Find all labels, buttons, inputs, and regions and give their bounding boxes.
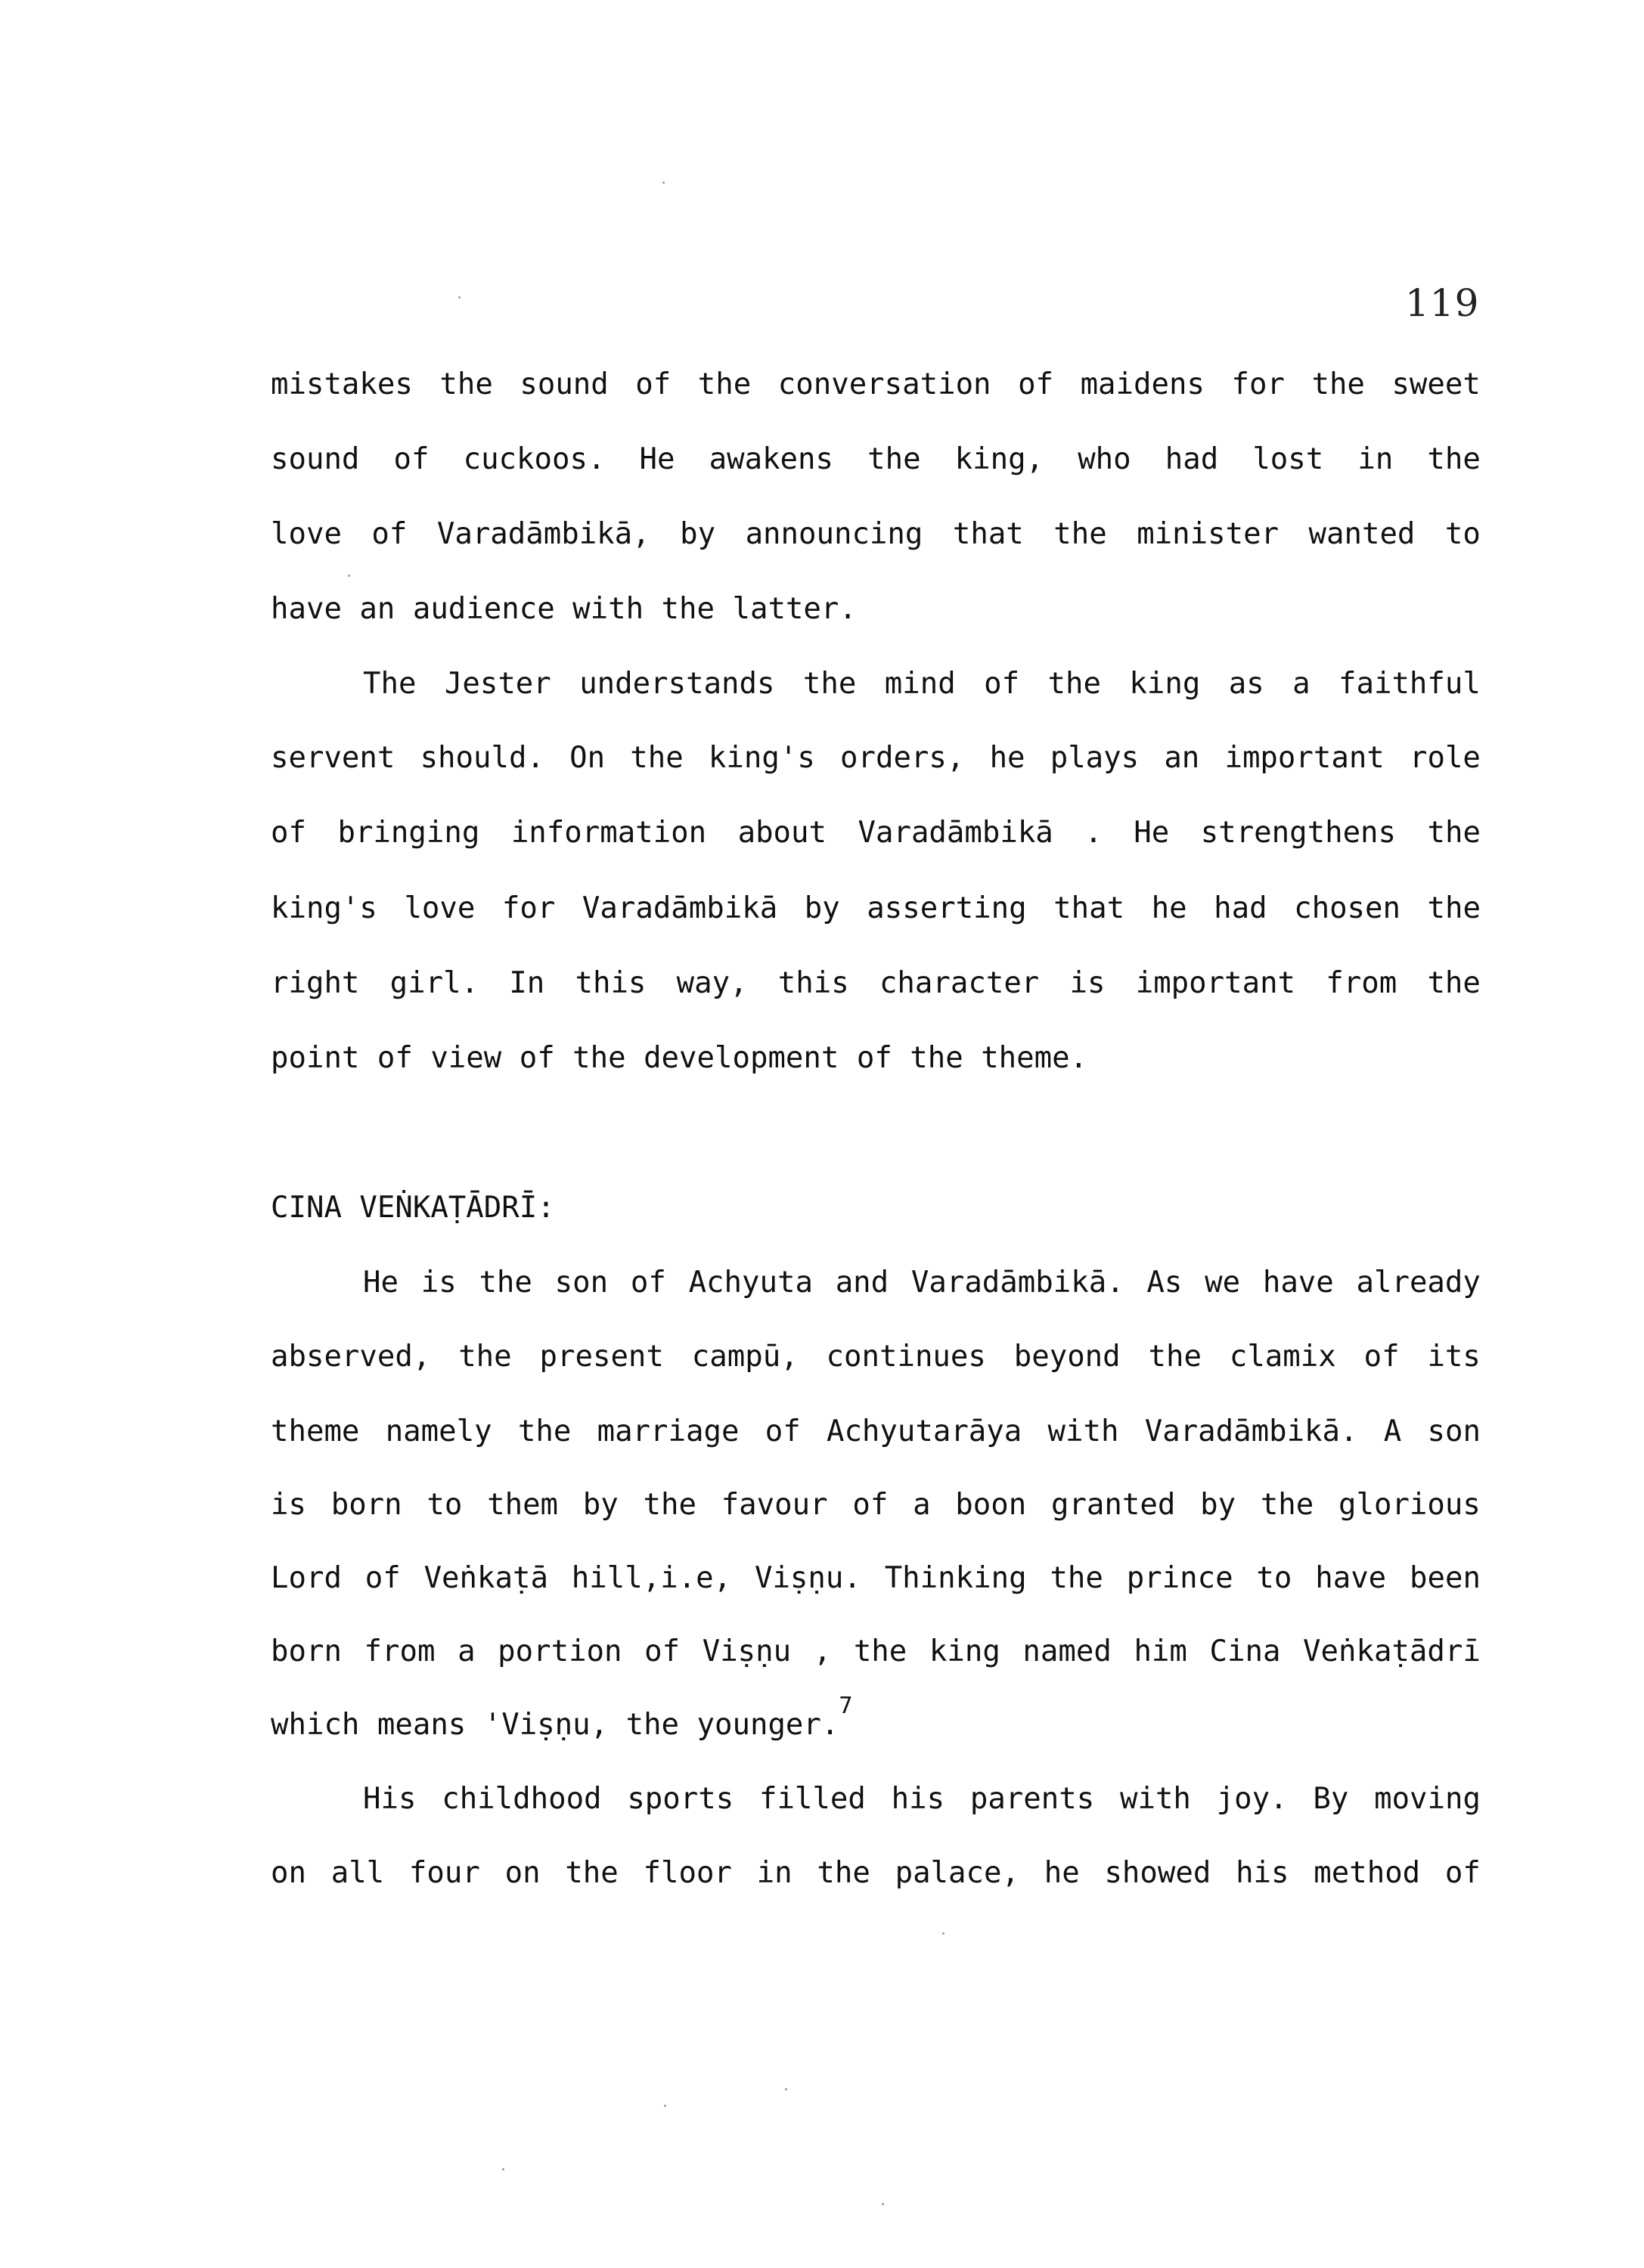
word: he	[989, 741, 1025, 775]
word: Viṣṇu.	[754, 1561, 861, 1595]
word: king	[929, 1634, 1000, 1668]
paragraph-3-line-3	[271, 1413, 1481, 1451]
word: his	[1236, 1856, 1289, 1890]
word: of	[644, 1634, 681, 1668]
scan-speck	[664, 2105, 666, 2107]
paragraph-3-line-7-text: which means 'Viṣṇu, the younger.	[271, 1708, 839, 1742]
word: is	[1069, 966, 1106, 1000]
word: the	[802, 667, 857, 701]
word: with	[1047, 1414, 1119, 1448]
word: way,	[676, 966, 748, 1000]
word: The	[363, 667, 417, 701]
word: the	[517, 1414, 572, 1448]
scan-speck	[502, 2168, 504, 2170]
word: the	[1260, 1488, 1314, 1522]
word: hill,i.e,	[571, 1561, 732, 1595]
word: asserting	[867, 891, 1027, 925]
word: sweet	[1391, 367, 1481, 401]
word: He	[363, 1266, 399, 1300]
word: character	[879, 966, 1040, 1000]
word: mind	[884, 667, 956, 701]
word: had	[1165, 442, 1219, 476]
word: important	[1135, 966, 1296, 1000]
word: the	[1427, 816, 1481, 850]
paragraph-4-line-2	[271, 1854, 1481, 1892]
word: Varadāmbikā.	[1144, 1414, 1358, 1448]
word: plays	[1050, 741, 1140, 775]
word: the	[630, 741, 684, 775]
word: a	[458, 1634, 476, 1668]
word: as	[1228, 667, 1264, 701]
word: his	[891, 1782, 945, 1816]
word: should.	[420, 741, 544, 775]
scan-speck	[662, 181, 665, 184]
paragraph-2-line-1	[363, 665, 1481, 703]
footnote-marker: 7	[839, 1693, 853, 1719]
word: king's	[708, 741, 815, 775]
word: the	[853, 1634, 907, 1668]
word: sound	[520, 367, 609, 401]
word: floor	[643, 1856, 732, 1890]
word: beyond	[1013, 1340, 1121, 1374]
paragraph-4-line-1	[363, 1780, 1481, 1818]
word: Viṣṇu	[702, 1634, 792, 1668]
word: Cina	[1209, 1634, 1281, 1668]
word: the	[1427, 891, 1481, 925]
word: to	[1256, 1561, 1292, 1595]
word: love	[404, 891, 476, 925]
word: for	[501, 891, 556, 925]
paragraph-1-line-4: have an audience with the latter.	[271, 592, 857, 626]
word: already	[1356, 1266, 1481, 1300]
word: namely	[385, 1414, 492, 1448]
word: on	[504, 1856, 541, 1890]
word: role	[1409, 741, 1481, 775]
word: orders,	[840, 741, 965, 775]
word: Achyutarāya	[826, 1414, 1022, 1448]
word: parents	[969, 1782, 1095, 1816]
word: been	[1410, 1561, 1481, 1595]
word: that	[1053, 891, 1125, 925]
word: of	[984, 667, 1020, 701]
word: glorious	[1338, 1488, 1481, 1522]
word: marriage	[597, 1414, 740, 1448]
word: the	[439, 367, 493, 401]
paragraph-3-line-6	[271, 1633, 1481, 1671]
word: palace,	[895, 1856, 1019, 1890]
word: the	[1047, 667, 1101, 701]
word: of	[1363, 1340, 1400, 1374]
word: from	[1326, 966, 1397, 1000]
word: that	[952, 517, 1024, 551]
word: the	[458, 1340, 512, 1374]
word: present	[539, 1340, 664, 1374]
word: moving	[1374, 1782, 1481, 1816]
word: .	[1084, 816, 1103, 850]
word: boon	[955, 1488, 1027, 1522]
scan-speck	[458, 296, 461, 299]
word: Varadāmbikā	[582, 891, 778, 925]
word: His	[363, 1782, 417, 1816]
section-heading: CINA VEṄKAṬĀDRĪ:	[271, 1191, 555, 1225]
word: the	[643, 1488, 696, 1522]
word: have	[1315, 1561, 1387, 1595]
word: born	[271, 1634, 342, 1668]
word: on	[271, 1856, 306, 1890]
word: them	[487, 1488, 559, 1522]
word: On	[569, 741, 606, 775]
word: favour	[721, 1488, 828, 1522]
paragraph-2-line-5	[271, 965, 1481, 1002]
word: the	[697, 367, 752, 401]
word: conversation	[777, 367, 991, 401]
word: joy.	[1216, 1782, 1288, 1816]
word: Achyuta	[688, 1266, 813, 1300]
scan-speck	[785, 2088, 787, 2090]
word: filled	[758, 1782, 866, 1816]
word: a	[913, 1488, 931, 1522]
word: by	[804, 891, 840, 925]
word: by	[1200, 1488, 1236, 1522]
word: announcing	[745, 517, 923, 551]
word: king	[1129, 667, 1201, 701]
word: Veṅkaṭā	[423, 1561, 548, 1595]
word: Veṅkaṭādrī	[1303, 1634, 1481, 1668]
paragraph-3-line-4	[271, 1486, 1481, 1524]
word: He	[1134, 816, 1170, 850]
word: with	[1119, 1782, 1191, 1816]
word: Lord	[271, 1561, 342, 1595]
word: of	[630, 1266, 666, 1300]
word: is	[420, 1266, 457, 1300]
word: sound	[271, 442, 360, 476]
word: is	[271, 1488, 306, 1522]
word: Varadāmbikā	[858, 816, 1053, 850]
word: by	[680, 517, 716, 551]
word: a	[1292, 667, 1311, 701]
word: information	[510, 816, 707, 850]
word: of	[1444, 1856, 1481, 1890]
word: strengthens	[1200, 816, 1397, 850]
word: He	[639, 442, 675, 476]
word: and	[835, 1266, 889, 1300]
word: ,	[813, 1634, 832, 1668]
word: Jester	[444, 667, 551, 701]
word: its	[1427, 1340, 1481, 1374]
word: of	[765, 1414, 801, 1448]
paragraph-3-line-1	[363, 1264, 1481, 1302]
paragraph-1-line-1	[271, 366, 1481, 404]
word: of	[271, 816, 306, 850]
word: awakens	[709, 442, 833, 476]
word: showed	[1104, 1856, 1211, 1890]
scan-speck	[942, 1932, 945, 1935]
word: four	[408, 1856, 480, 1890]
word: to	[427, 1488, 463, 1522]
scan-speck	[348, 575, 350, 577]
word: this	[575, 966, 647, 1000]
word: abserved,	[271, 1340, 431, 1374]
word: girl.	[389, 966, 479, 1000]
word: continues	[826, 1340, 986, 1374]
word: method	[1314, 1856, 1421, 1890]
word: we	[1205, 1266, 1241, 1300]
word: of	[635, 367, 672, 401]
word: understands	[579, 667, 775, 701]
word: by	[582, 1488, 619, 1522]
word: he	[1151, 891, 1187, 925]
paragraph-1-line-2	[271, 441, 1481, 479]
word: the	[1427, 966, 1481, 1000]
word: to	[1444, 517, 1481, 551]
word: By	[1313, 1782, 1349, 1816]
word: prince	[1126, 1561, 1233, 1595]
word: granted	[1050, 1488, 1176, 1522]
word: love	[271, 517, 342, 551]
word: A	[1383, 1414, 1402, 1448]
paragraph-2-line-4	[271, 890, 1481, 928]
word: clamix	[1229, 1340, 1336, 1374]
paragraph-2-line-3	[271, 814, 1481, 852]
word: the	[817, 1856, 870, 1890]
word: theme	[271, 1414, 360, 1448]
word: named	[1022, 1634, 1112, 1668]
word: the	[479, 1266, 532, 1300]
word: the	[1148, 1340, 1202, 1374]
word: son	[1427, 1414, 1481, 1448]
word: who	[1078, 442, 1131, 476]
word: portion	[498, 1634, 622, 1668]
word: wanted	[1308, 517, 1416, 551]
word: Varadāmbikā.	[910, 1266, 1124, 1300]
word: the	[565, 1856, 619, 1890]
paragraph-3-line-2	[271, 1338, 1481, 1376]
word: childhood	[442, 1782, 602, 1816]
word: servent	[271, 741, 395, 775]
word: maidens	[1080, 367, 1205, 401]
word: king,	[954, 442, 1044, 476]
word: about	[737, 816, 827, 850]
word: faithful	[1338, 667, 1481, 701]
word: in	[756, 1856, 793, 1890]
word: chosen	[1294, 891, 1401, 925]
word: the	[1050, 1561, 1103, 1595]
word: the	[1427, 442, 1481, 476]
word: right	[271, 966, 360, 1000]
word: of	[393, 442, 430, 476]
word: son	[554, 1266, 609, 1300]
word: bringing	[337, 816, 480, 850]
word: the	[1053, 517, 1107, 551]
word: As	[1146, 1266, 1183, 1300]
word: for	[1231, 367, 1285, 401]
word: Varadāmbikā,	[436, 517, 650, 551]
word: this	[777, 966, 849, 1000]
word: of	[364, 1561, 401, 1595]
paragraph-2-line-2	[271, 739, 1481, 777]
word: In	[509, 966, 545, 1000]
word: sports	[627, 1782, 734, 1816]
word: of	[1018, 367, 1054, 401]
word: him	[1134, 1634, 1187, 1668]
word: important	[1224, 741, 1385, 775]
word: king's	[271, 891, 377, 925]
word: had	[1214, 891, 1267, 925]
paragraph-1-line-3	[271, 516, 1481, 553]
word: mistakes	[271, 367, 413, 401]
word: the	[867, 442, 921, 476]
word: have	[1262, 1266, 1334, 1300]
word: he	[1044, 1856, 1080, 1890]
word: all	[330, 1856, 385, 1890]
paragraph-2-line-6: point of view of the development of the theme.	[271, 1041, 1088, 1075]
word: from	[364, 1634, 436, 1668]
paragraph-3-line-7	[271, 1693, 1481, 1744]
word: an	[1164, 741, 1200, 775]
word: cuckoos.	[463, 442, 606, 476]
scan-speck	[882, 2203, 884, 2205]
word: in	[1357, 442, 1394, 476]
paragraph-3-line-5	[271, 1560, 1481, 1597]
page-number: 119	[1405, 281, 1480, 325]
word: of	[852, 1488, 889, 1522]
word: lost	[1252, 442, 1324, 476]
word: minister	[1137, 517, 1280, 551]
word: Thinking	[884, 1561, 1027, 1595]
word: of	[371, 517, 408, 551]
word: campū,	[691, 1340, 799, 1374]
word: born	[330, 1488, 402, 1522]
word: the	[1311, 367, 1365, 401]
